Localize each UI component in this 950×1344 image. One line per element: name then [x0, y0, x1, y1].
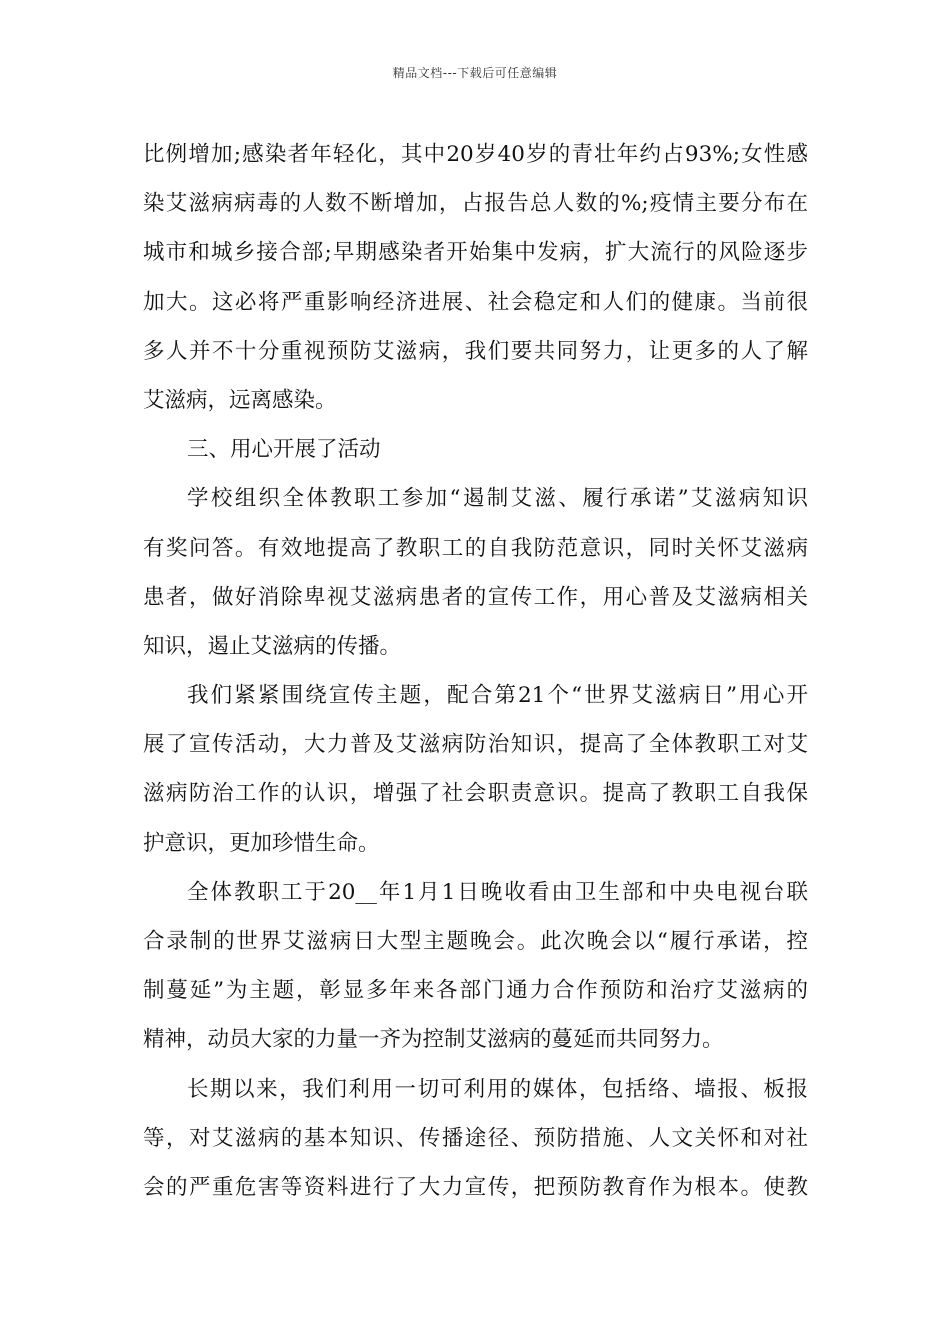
- text-line: 展了宣传活动，大力普及艾滋病防治知识，提高了全体教职工对艾: [143, 732, 808, 758]
- text-line: 护意识，更加珍惜生命。: [143, 830, 380, 856]
- text-line: 长期以来，我们利用一切可利用的媒体，包括络、墙报、板报: [187, 1076, 808, 1102]
- text-line: 三、用心开展了活动: [187, 437, 381, 463]
- text-line: 制蔓延”为主题，彰显多年来各部门通力合作预防和治疗艾滋病的: [143, 978, 808, 1004]
- text-line: 滋病防治工作的认识，增强了社会职责意识。提高了教职工自我保: [143, 781, 808, 807]
- text-line: 城市和城乡接合部;早期感染者开始集中发病，扩大流行的风险逐步: [143, 240, 808, 266]
- text-line: 精神，动员大家的力量一齐为控制艾滋病的蔓延而共同努力。: [143, 1027, 724, 1053]
- text-line: 艾滋病，远离感染。: [143, 387, 337, 413]
- page-header: 精品文档---下载后可任意编辑: [392, 66, 558, 80]
- text-line: 患者，做好消除卑视艾滋病患者的宣传工作，用心普及艾滋病相关: [143, 584, 808, 610]
- text-line: 我们紧紧围绕宣传主题，配合第21个“世界艾滋病日”用心开: [187, 683, 808, 709]
- text-line: 全体教职工于20__年1月1日晚收看由卫生部和中央电视台联: [187, 879, 808, 905]
- text-line: 比例增加;感染者年轻化，其中20岁40岁的青壮年约占93%;女性感: [143, 142, 808, 167]
- text-line: 染艾滋病病毒的人数不断增加，占报告总人数的%;疫情主要分布在: [143, 191, 808, 217]
- text-line: 等，对艾滋病的基本知识、传播途径、预防措施、人文关怀和对社: [143, 1125, 808, 1151]
- document-body: [143, 130, 808, 1212]
- text-line: 多人并不十分重视预防艾滋病，我们要共同努力，让更多的人了解: [143, 338, 808, 364]
- text-line: 有奖问答。有效地提高了教职工的自我防范意识，同时关怀艾滋病: [143, 535, 808, 561]
- text-line: 合录制的世界艾滋病日大型主题晚会。此次晚会以“履行承诺，控: [143, 929, 808, 954]
- text-line: 知识，遏止艾滋病的传播。: [143, 633, 402, 659]
- text-line: 会的严重危害等资料进行了大力宣传，把预防教育作为根本。使教: [143, 1174, 808, 1200]
- text-line: 加大。这必将严重影响经济进展、社会稳定和人们的健康。当前很: [143, 289, 808, 315]
- text-line: 学校组织全体教职工参加“遏制艾滋、履行承诺”艾滋病知识: [187, 486, 808, 512]
